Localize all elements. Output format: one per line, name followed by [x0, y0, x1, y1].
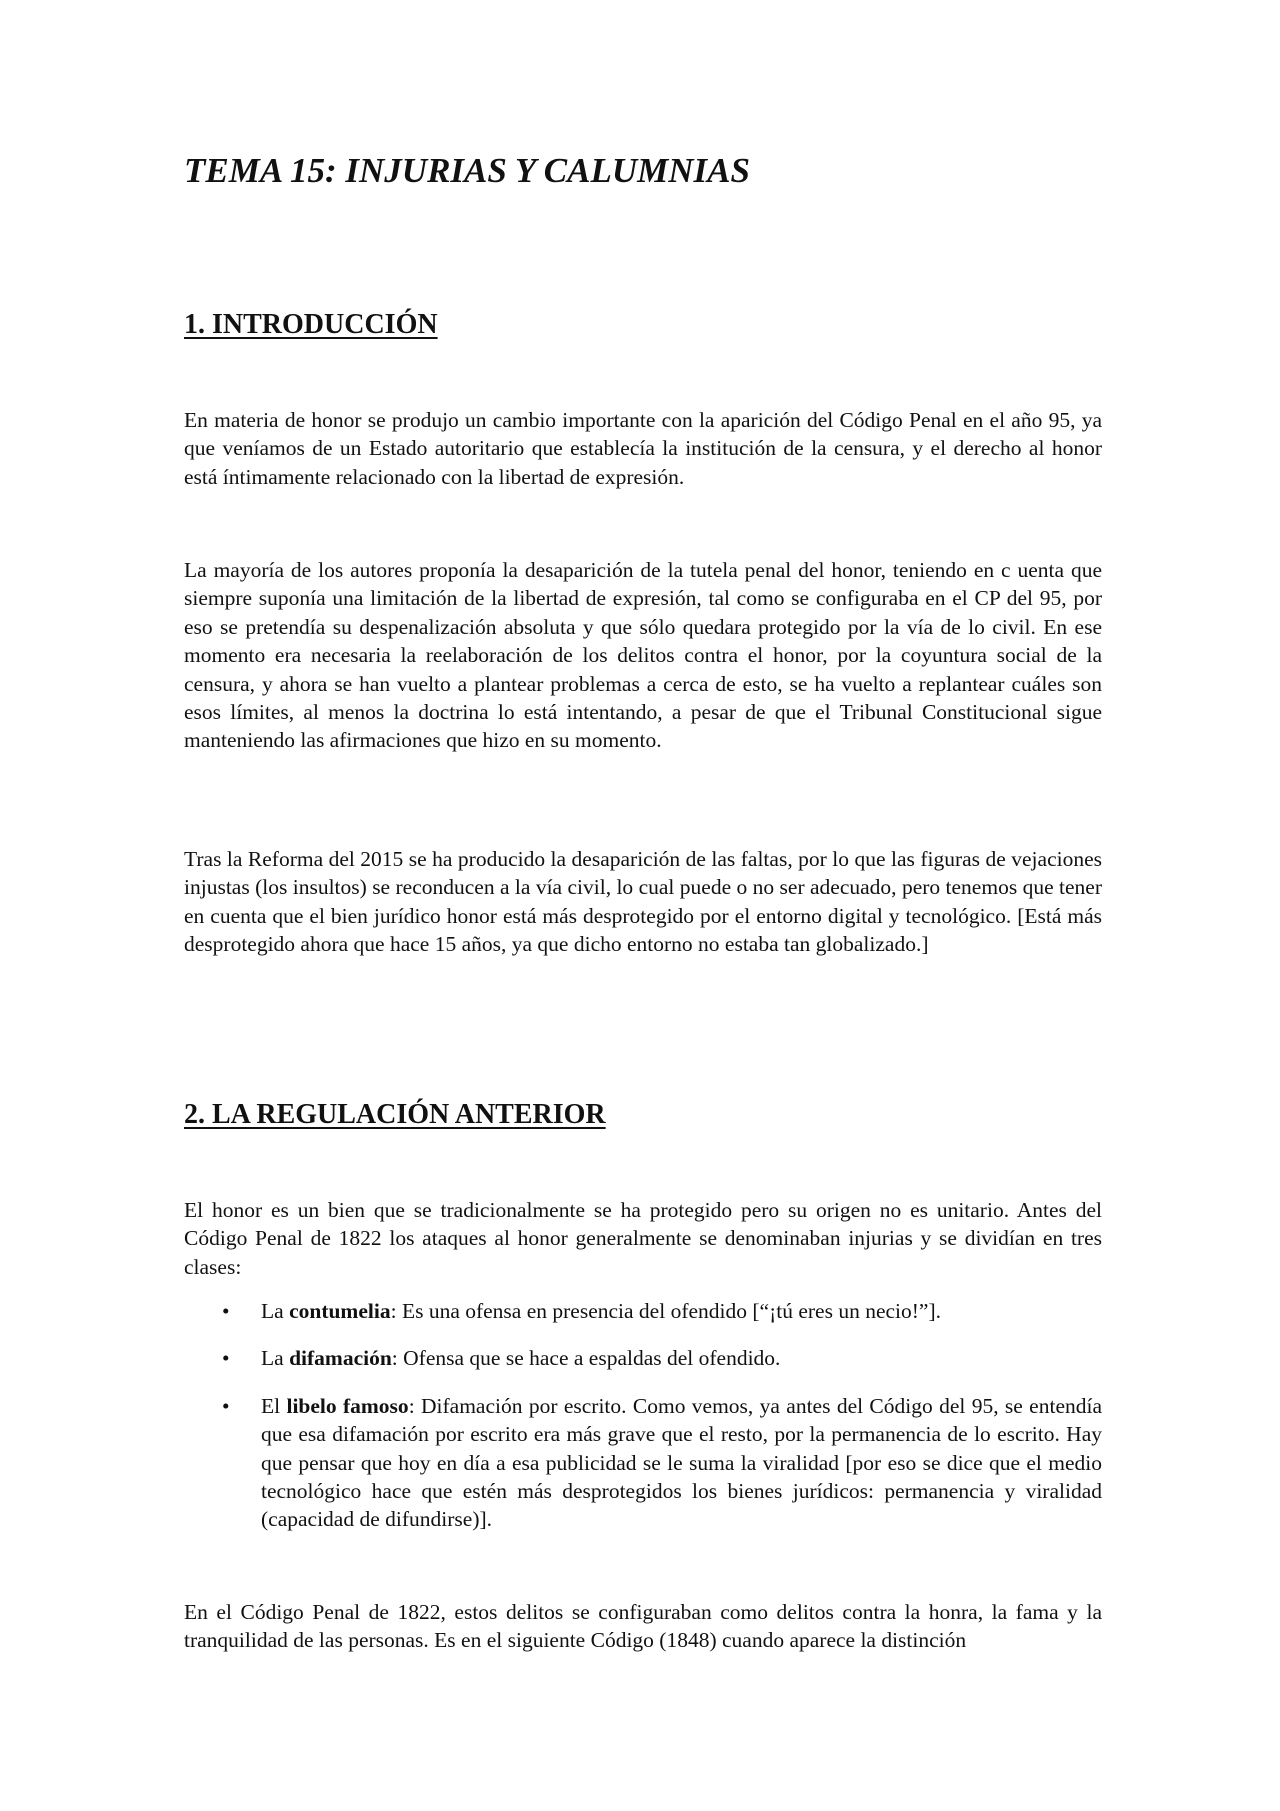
document-title: TEMA 15: INJURIAS Y CALUMNIAS	[184, 151, 750, 190]
paragraph: En materia de honor se produjo un cambio importante con la aparición del Código Penal en el año 95, ya que veníamos de un Estado autoritario que establecía la institución de la censura, y el derecho al honor está íntimamente relacionado con la libertad de expresión.	[184, 408, 1102, 489]
list-item-prefix: El	[261, 1393, 287, 1418]
bullet-marker: •	[222, 1393, 230, 1418]
paragraph: La mayoría de los autores proponía la desaparición de la tutela penal del honor, teniendo en c uenta que siempre suponía una limitación de la libertad de expresión, tal como se configuraba en el CP del 95, por eso se pretendía su despenalización absoluta y que sólo quedara protegido por la vía de lo civil. En ese momento era necesaria la reelaboración de los delitos contra el honor, por la coyuntura social de la censura, y ahora se han vuelto a plantear problemas a cerca de esto, se ha vuelto a replantear cuáles son esos límites, al menos la doctrina lo está intentando, a pesar de que el Tribunal Constitucional sigue manteniendo las afirmaciones que hizo en su momento.	[184, 558, 1102, 753]
section-heading-regulacion-anterior: 2. LA REGULACIÓN ANTERIOR	[184, 1099, 606, 1130]
bullet-marker: •	[222, 1346, 230, 1371]
paragraph: Tras la Reforma del 2015 se ha producido la desaparición de las faltas, por lo que las figuras de vejaciones injustas (los insultos) se reconducen a la vía civil, lo cual puede o no ser adecuado, pero tenemos que tener en cuenta que el bien jurídico honor está más desprotegido por el entorno digital y tecnológico. [Está más desprotegido ahora que hace 15 años, ya que dicho entorno no estaba tan globalizado.]	[184, 847, 1102, 957]
paragraph: En el Código Penal de 1822, estos delitos se configuraban como delitos contra la honra, la fama y la tranquilidad de las personas. Es en el siguiente Código (1848) cuando aparece la distinción	[184, 1600, 1102, 1653]
list-item-text: : Ofensa que se hace a espaldas del ofendido.	[391, 1346, 781, 1371]
list-item-text: : Difamación por escrito. Como vemos, ya antes del Código del 95, se entendía que esa difamación por escrito era más grave que el resto, por la permanencia de lo escrito. Hay que pensar que hoy en día a esa publicidad se le suma la viralidad [por eso se dice que el medio tecnológico hace que estén más desprotegidos los bienes jurídicos: permanencia y viralidad (capacidad de difundirse)].	[261, 1393, 1103, 1532]
paragraph: El honor es un bien que se tradicionalmente se ha protegido pero su origen no es unitario. Antes del Código Penal de 1822 los ataques al honor generalmente se denominaban injurias y se dividían en tres clases:	[184, 1198, 1102, 1279]
list-item-text: : Es una ofensa en presencia del ofendido [“¡tú eres un necio!”].	[390, 1299, 941, 1323]
list-item-prefix: La	[261, 1299, 290, 1323]
list-item	[184, 1297, 1102, 1325]
list-item	[184, 1392, 1102, 1534]
bullet-marker: •	[222, 1299, 230, 1323]
list-item	[184, 1344, 1102, 1372]
list-item-term: difamación	[289, 1346, 392, 1371]
list-item-prefix: La	[261, 1346, 290, 1371]
section-heading-introduccion: 1. INTRODUCCIÓN	[184, 309, 438, 340]
bullet-list	[184, 1297, 1102, 1553]
list-item-term: libelo famoso	[286, 1393, 409, 1418]
list-item-term: contumelia	[289, 1299, 391, 1323]
